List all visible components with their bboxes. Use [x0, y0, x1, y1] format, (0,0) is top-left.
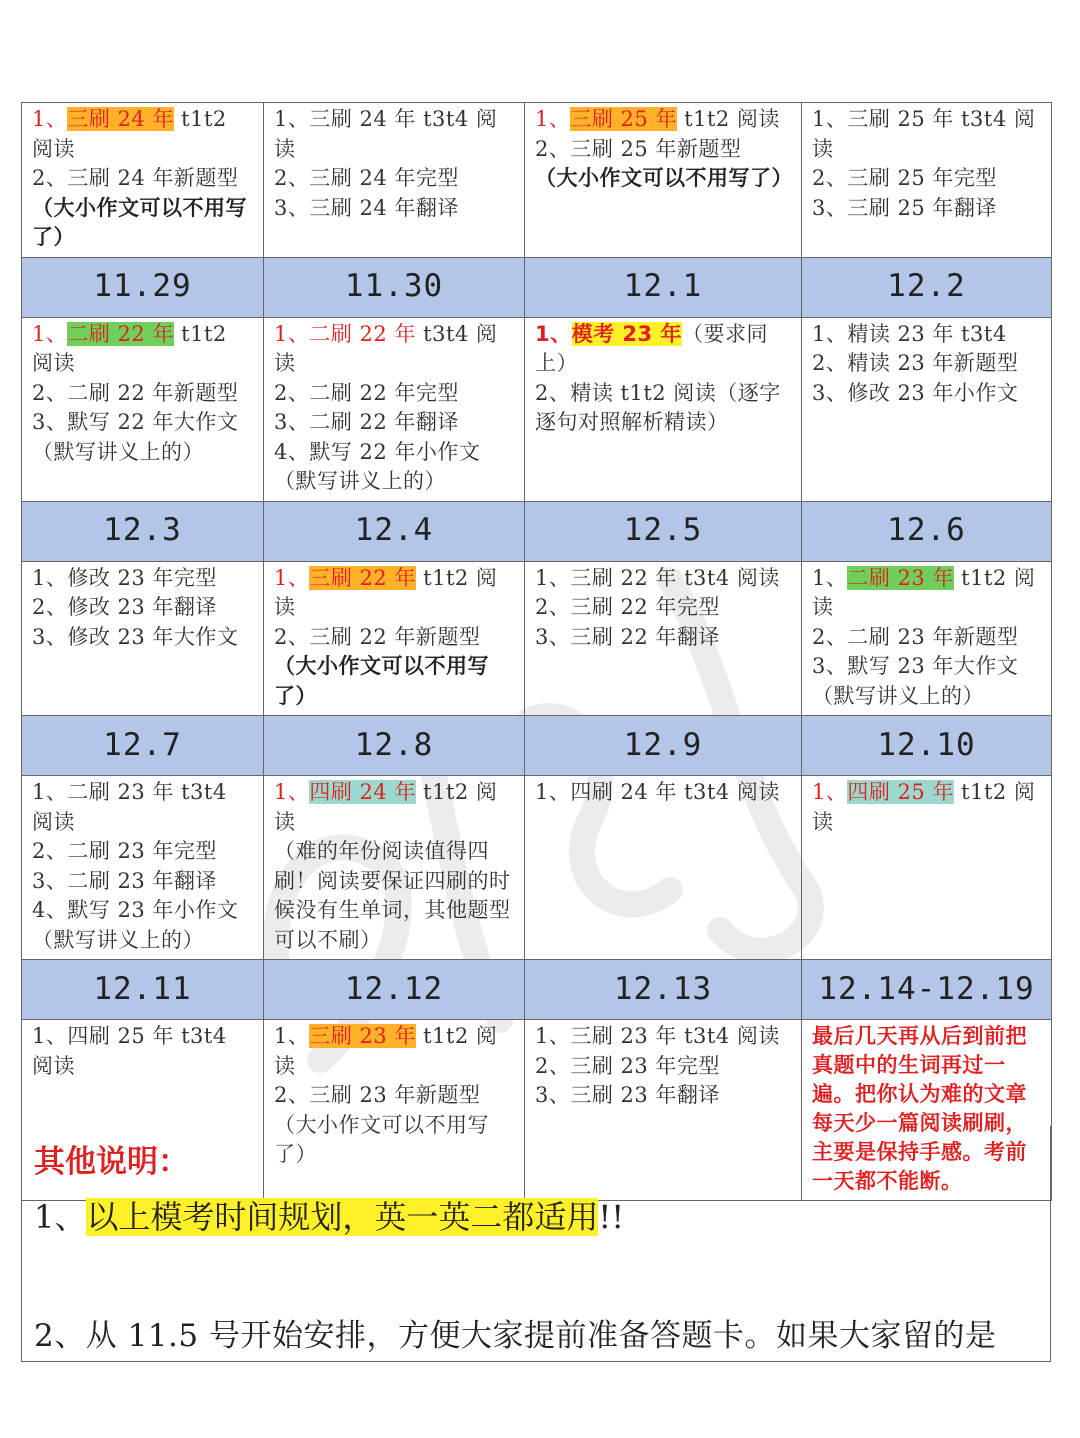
date-cell: 12.7	[22, 716, 264, 776]
date-cell: 12.14-12.19	[802, 960, 1052, 1020]
highlight-task: 三刷 23 年	[309, 1024, 416, 1048]
task-line: 2、三刷 22 年完型	[535, 595, 720, 619]
table-row	[22, 561, 1052, 716]
highlight-task: 三刷 25 年	[570, 107, 677, 131]
item-number: 1、	[535, 321, 572, 346]
table-row	[22, 317, 1052, 501]
task-line: 2、三刷 22 年新题型	[274, 624, 481, 649]
task-text: t1t2 阅读	[274, 780, 498, 834]
highlight-task: 二刷 22 年	[309, 321, 416, 346]
task-note: （大小作文可以不用写了）	[274, 1112, 489, 1166]
item-number: 1、	[274, 1024, 310, 1048]
schedule-cell	[264, 317, 525, 501]
date-cell: 12.11	[22, 960, 264, 1020]
task-line: 2、修改 23 年翻译	[32, 595, 217, 619]
task-line: 3、默写 23 年大作文（默写讲义上的）	[812, 654, 1019, 708]
task-line: 1、三刷 24 年 t3t4 阅读	[274, 107, 498, 161]
item-number: 1、	[274, 565, 310, 590]
table-row	[22, 776, 1052, 960]
date-cell: 12.12	[264, 960, 525, 1020]
schedule-cell	[264, 561, 525, 716]
task-line: 2、三刷 23 年完型	[535, 1053, 720, 1078]
schedule-cell	[264, 103, 525, 258]
task-text: t1t2 阅读	[684, 107, 780, 131]
date-cell: 12.5	[525, 501, 802, 561]
highlight-task: 二刷 23 年	[847, 565, 954, 590]
task-line: 1、二刷 23 年 t3t4 阅读	[32, 780, 234, 834]
task-line: 3、二刷 23 年翻译	[32, 868, 217, 893]
schedule-cell	[525, 776, 802, 960]
highlight-task: 四刷 24 年	[309, 780, 416, 804]
task-line: 1、修改 23 年完型	[32, 565, 217, 590]
date-row	[22, 716, 1052, 776]
schedule-cell	[802, 103, 1052, 258]
date-cell: 12.4	[264, 501, 525, 561]
task-text: t3t4 阅读	[274, 321, 498, 375]
task-text: t1t2 阅读	[32, 321, 234, 375]
task-line: 3、默写 22 年大作文（默写讲义上的）	[32, 410, 239, 464]
schedule-cell	[802, 776, 1052, 960]
schedule-cell	[525, 317, 802, 501]
date-cell: 12.8	[264, 716, 525, 776]
task-line: 2、三刷 24 年新题型	[32, 166, 239, 190]
highlight-task: 三刷 22 年	[309, 565, 416, 590]
date-cell: 12.13	[525, 960, 802, 1020]
task-line: 3、修改 23 年大作文	[32, 624, 239, 649]
task-line: 2、二刷 22 年新题型	[32, 380, 239, 405]
task-text: t1t2 阅读	[812, 565, 1036, 619]
note-item-2: 2、从 11.5 号开始安排，方便大家提前准备答题卡。如果大家留的是	[34, 1318, 997, 1354]
date-cell: 12.10	[802, 716, 1052, 776]
highlight-task: 模考 23 年	[571, 321, 682, 346]
highlight-task: 三刷 24 年	[67, 107, 174, 131]
task-line: 3、修改 23 年小作文	[812, 380, 1019, 405]
task-line: 1、四刷 24 年 t3t4 阅读	[535, 780, 780, 804]
schedule-cell	[22, 776, 264, 960]
schedule-cell	[525, 103, 802, 258]
task-line: 2、二刷 23 年新题型	[812, 624, 1019, 649]
item-number: 1、	[32, 107, 68, 131]
task-text: t1t2 阅读	[274, 565, 498, 619]
item-number: 1、	[812, 780, 848, 804]
date-cell: 12.1	[525, 257, 802, 317]
task-line: 4、默写 23 年小作文（默写讲义上的）	[32, 898, 239, 952]
date-cell: 12.2	[802, 257, 1052, 317]
task-line: 2、三刷 23 年新题型	[274, 1083, 481, 1107]
date-row	[22, 257, 1052, 317]
task-note: （大小作文可以不用写了）	[32, 195, 247, 249]
task-text: t1t2 阅读	[274, 1024, 498, 1078]
task-line: 4、默写 22 年小作文（默写讲义上的）	[274, 439, 481, 493]
task-line: 2、精读 t1t2 阅读（逐字逐句对照解析精读）	[535, 380, 781, 434]
schedule-cell	[22, 103, 264, 258]
item-number: 1、	[274, 321, 310, 346]
note-suffix: !!	[598, 1198, 625, 1236]
item-number: 1、	[812, 565, 848, 590]
task-line: 2、二刷 23 年完型	[32, 839, 217, 863]
task-line: 3、三刷 25 年翻译	[812, 195, 997, 220]
date-cell: 11.29	[22, 257, 264, 317]
notes-title: 其他说明：	[34, 1144, 189, 1180]
schedule-cell	[525, 561, 802, 716]
task-line: 2、三刷 24 年完型	[274, 166, 459, 190]
highlight-task: 二刷 22 年	[67, 321, 174, 346]
task-line: 3、三刷 24 年翻译	[274, 195, 459, 220]
item-number: 1、	[535, 107, 571, 131]
final-days-note: 最后几天再从后到前把真题中的生词再过一遍。把你认为难的文章每天少一篇阅读刷刷，主要是保持手感。考前一天都不能断。	[802, 1020, 1052, 1201]
task-line: 2、三刷 25 年新题型	[535, 136, 742, 161]
task-text: t1t2 阅读	[32, 107, 234, 161]
other-notes-section	[21, 1126, 1051, 1362]
date-cell: 12.6	[802, 501, 1052, 561]
item-number: 1、	[32, 321, 68, 346]
task-text: （要求同上）	[535, 321, 768, 375]
task-text: t1t2 阅读	[812, 780, 1036, 834]
item-number: 1、	[274, 780, 310, 804]
note-highlight: 以上模考时间规划，英一英二都适用	[86, 1198, 599, 1236]
schedule-cell	[22, 317, 264, 501]
task-line: 1、三刷 25 年 t3t4 阅读	[812, 107, 1036, 161]
task-line: 3、三刷 22 年翻译	[535, 624, 720, 649]
task-note: （大小作文可以不用写了）	[535, 166, 793, 190]
task-line: 2、精读 23 年新题型	[812, 351, 1019, 375]
task-line: 1、三刷 23 年 t3t4 阅读	[535, 1024, 780, 1048]
task-line: 1、三刷 22 年 t3t4 阅读	[535, 565, 780, 590]
schedule-cell	[802, 561, 1052, 716]
note-number: 1、	[34, 1198, 87, 1236]
task-line: 1、精读 23 年 t3t4	[812, 321, 1007, 346]
schedule-table	[21, 102, 1052, 1201]
date-row	[22, 501, 1052, 561]
task-note: （大小作文可以不用写了）	[274, 654, 489, 708]
note-item-1	[34, 1192, 624, 1238]
task-line: 1、四刷 25 年 t3t4 阅读	[32, 1024, 234, 1078]
schedule-cell	[802, 317, 1052, 501]
table-row	[22, 103, 1052, 258]
date-row	[22, 960, 1052, 1020]
task-line: 2、三刷 25 年完型	[812, 166, 997, 190]
task-line: 2、二刷 22 年完型	[274, 380, 459, 405]
schedule-cell	[22, 561, 264, 716]
highlight-task: 四刷 25 年	[847, 780, 954, 804]
task-line: 3、三刷 23 年翻译	[535, 1083, 720, 1107]
task-line: 3、二刷 22 年翻译	[274, 410, 459, 434]
date-cell: 11.30	[264, 257, 525, 317]
schedule-cell	[264, 776, 525, 960]
date-cell: 12.3	[22, 501, 264, 561]
task-line: （难的年份阅读值得四刷！阅读要保证四刷的时候没有生单词，其他题型可以不刷）	[274, 839, 511, 952]
date-cell: 12.9	[525, 716, 802, 776]
